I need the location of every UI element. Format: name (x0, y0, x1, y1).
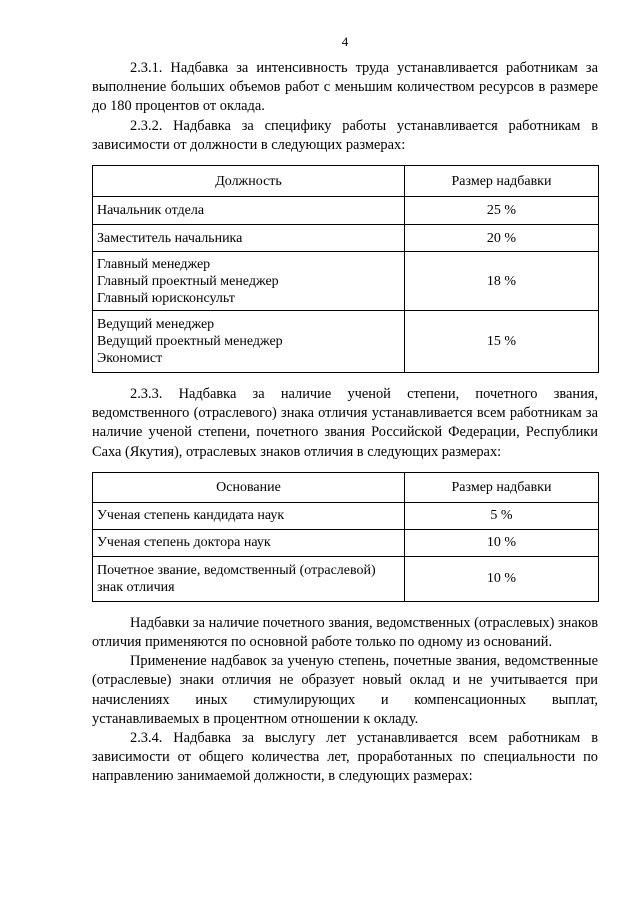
table-row (93, 556, 599, 601)
paragraph-one-basis: Надбавки за наличие почетного звания, ведомственных (отраслевых) знаков отличия применяются по основной работе только по одному из оснований. (92, 614, 598, 651)
table-row (93, 197, 599, 225)
document-page (92, 34, 598, 787)
allowance-value: 5 % (405, 502, 599, 529)
allowance-value: 10 % (405, 556, 599, 601)
allowance-value: 18 % (405, 252, 599, 311)
position-cell: Ведущий менеджер Ведущий проектный менеджер Экономист (93, 311, 405, 373)
table-header-row (93, 166, 599, 197)
paragraph-2-3-2: 2.3.2. Надбавка за специфику работы устанавливается работникам в зависимости от должности в следующих размерах: (92, 117, 598, 153)
position-allowance-table (92, 165, 599, 373)
paragraph-2-3-1: 2.3.1. Надбавка за интенсивность труда устанавливается работникам за выполнение больших объемов работ с меньшим количеством ресурсов в размере до 180 процентов от оклада. (92, 60, 598, 115)
degree-allowance-table (92, 472, 599, 602)
allowance-value: 20 % (405, 225, 599, 252)
table-row (93, 252, 599, 311)
position-cell: Главный менеджер Главный проектный менеджер Главный юрисконсульт (93, 252, 405, 311)
column-header-allowance: Размер надбавки (405, 472, 599, 502)
basis-cell: Почетное звание, ведомственный (отраслевой) знак отличия (93, 556, 405, 601)
table-row (93, 529, 599, 556)
table-row (93, 502, 599, 529)
allowance-value: 15 % (405, 311, 599, 373)
column-header-basis: Основание (93, 472, 405, 502)
page-number: 4 (341, 34, 349, 49)
table-header-row (93, 472, 599, 502)
allowance-value: 25 % (405, 197, 599, 225)
table-row (93, 311, 599, 373)
paragraph-2-3-3: 2.3.3. Надбавка за наличие ученой степени, почетного звания, ведомственного (отраслевого) знака отличия устанавливается всем работникам за наличие ученой степени, почетного звания Российской Федерации, Республики Саха (Якутия), отраслевых знаков отличия в следующих размерах: (92, 386, 598, 460)
allowance-value: 10 % (405, 529, 599, 556)
basis-cell: Ученая степень кандидата наук (93, 502, 405, 529)
column-header-allowance: Размер надбавки (405, 166, 599, 197)
paragraph-application: Применение надбавок за ученую степень, почетные звания, ведомственные (отраслевые) знаки отличия не образует новый оклад и не учитывается при начислениях иных стимулирующих и компенсационных выплат, устанавливаемых в процентном отношении к окладу. (92, 653, 598, 727)
table-row (93, 225, 599, 252)
basis-cell: Ученая степень доктора наук (93, 529, 405, 556)
column-header-position: Должность (93, 166, 405, 197)
position-cell: Заместитель начальника (93, 225, 405, 252)
paragraph-2-3-4: 2.3.4. Надбавка за выслугу лет устанавливается всем работникам в зависимости от общего количества лет, проработанных по специальности по направлению занимаемой должности, в следующих размерах: (92, 730, 598, 785)
position-cell: Начальник отдела (93, 197, 405, 225)
